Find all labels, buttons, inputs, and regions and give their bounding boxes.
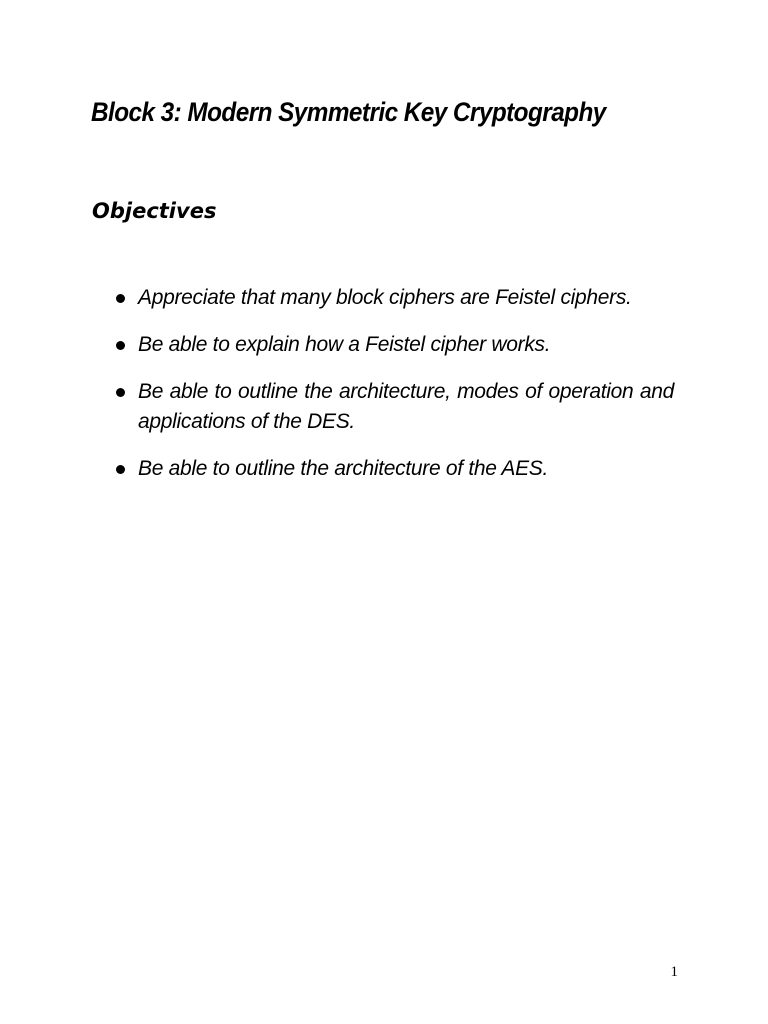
objective-text: Be able to outline the architecture, modes of operation and applications of the DES. bbox=[138, 380, 674, 433]
bullet-icon bbox=[116, 388, 125, 397]
list-item bbox=[116, 283, 674, 313]
objective-text: Appreciate that many block ciphers are Feistel ciphers. bbox=[138, 286, 632, 309]
list-item bbox=[116, 377, 674, 437]
bullet-icon bbox=[116, 465, 125, 474]
objectives-heading: Objectives bbox=[92, 199, 217, 223]
list-item bbox=[116, 454, 674, 484]
bullet-icon bbox=[116, 341, 125, 350]
list-item bbox=[116, 330, 674, 360]
page-title: Block 3: Modern Symmetric Key Cryptography bbox=[91, 97, 606, 127]
objective-text: Be able to explain how a Feistel cipher works. bbox=[138, 333, 551, 356]
objectives-list bbox=[116, 283, 674, 501]
objective-text: Be able to outline the architecture of the AES. bbox=[138, 457, 549, 480]
bullet-icon bbox=[116, 294, 125, 303]
page-number: 1 bbox=[670, 964, 678, 980]
